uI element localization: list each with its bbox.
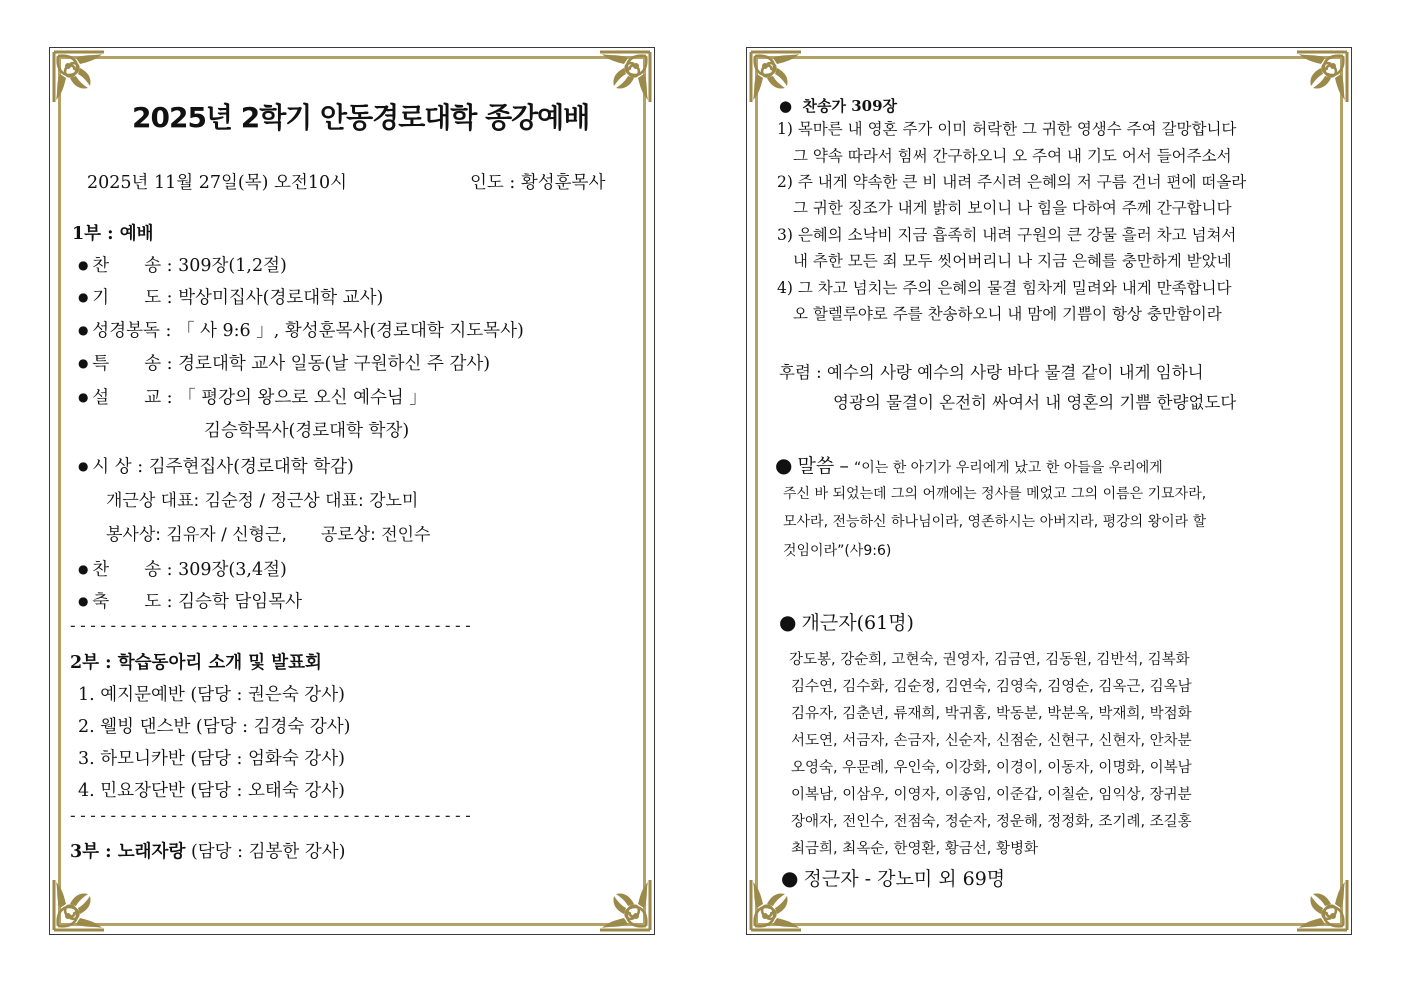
scripture-line: “이는 한 아기가 우리에게 났고 한 아들을 우리에게 <box>853 460 1163 476</box>
attendance-names: 강도봉, 강순희, 고현숙, 권영자, 김금연, 김동원, 김반석, 김복화 <box>789 652 1190 668</box>
club-item: 3. 하모니카반 (담당 : 엄화숙 강사) <box>78 749 345 769</box>
attendance-title: 개근자(61명) <box>801 612 914 634</box>
scripture-line: 모사라, 전능하신 하나님이라, 영존하시는 아버지라, 평강의 왕이라 할 <box>783 514 1207 530</box>
corner-ornament-icon <box>1293 876 1351 934</box>
program-item: ● 특 송 : 경로대학 교사 일동(날 구원하신 주 감사) <box>78 350 490 375</box>
hymn-line: 1) 목마른 내 영혼 주가 이미 허락한 그 귀한 영생수 주여 갈망합니다 <box>777 120 1237 138</box>
diligent-title: 정근자 - 강노미 외 69명 <box>803 868 1006 890</box>
corner-ornament-icon <box>596 876 654 934</box>
attendance-names: 서도연, 서금자, 손금자, 신순자, 신점순, 신현구, 신현자, 안차분 <box>791 733 1192 749</box>
bullet-icon: ● <box>781 866 799 890</box>
hymn-title: 찬송가 309장 <box>802 97 898 115</box>
right-page <box>746 47 1352 935</box>
hymn-line: 그 약속 따라서 힘써 간구하오니 오 주여 내 기도 어서 들어주소서 <box>793 147 1232 165</box>
scripture-line: 주신 바 되었는데 그의 어깨에는 정사를 메었고 그의 이름은 기묘자라, <box>783 486 1207 502</box>
part1-title: 1부 : 예배 <box>72 224 154 244</box>
hymn-line: 3) 은혜의 소낙비 지금 흡족히 내려 구원의 큰 강물 흘러 차고 넘쳐서 <box>777 226 1237 244</box>
part3-line <box>70 838 346 863</box>
word-dash: – <box>839 455 849 477</box>
sermon-preacher: 김승학목사(경로대학 학장) <box>204 421 410 441</box>
hymn-line: 2) 주 내게 약속한 큰 비 내려 주시려 은혜의 저 구름 건너 편에 떠올라 <box>777 173 1247 191</box>
program-item: ● 성경봉독 : 「 사 9:6 」, 황성훈목사(경로대학 지도목사) <box>78 317 524 342</box>
part3-note: (담당 : 김봉한 강사) <box>190 842 346 862</box>
corner-ornament-icon <box>596 48 654 106</box>
attendance-names: 김수연, 김수화, 김순정, 김연숙, 김영숙, 김영순, 김옥근, 김옥남 <box>791 679 1192 695</box>
attendance-title-line <box>779 608 914 635</box>
attendance-names: 장애자, 전인수, 전점숙, 정순자, 정운해, 정정화, 조기례, 조길홍 <box>791 814 1192 830</box>
corner-ornament-icon <box>1293 48 1351 106</box>
award-detail: 봉사상: 김유자 / 신형근, 공로상: 전인수 <box>106 525 431 545</box>
bullet-icon: ● <box>775 453 793 477</box>
part3-title: 3부 : 노래자랑 <box>70 842 186 862</box>
hymn-line: 내 추한 모든 죄 모두 씻어버리니 나 지금 은혜를 충만하게 받았네 <box>793 252 1232 270</box>
document-title: 2025년 2학기 안동경로대학 종강예배 <box>132 101 590 134</box>
hymn-line: 그 귀한 징조가 내게 밝히 보이니 나 힘을 다하여 주께 간구합니다 <box>793 199 1232 217</box>
club-item: 4. 민요장단반 (담당 : 오태숙 강사) <box>78 781 345 801</box>
hymn-line: 4) 그 차고 넘치는 주의 은혜의 물결 힘차게 밀려와 내게 만족합니다 <box>777 279 1232 297</box>
word-title-line <box>775 451 1163 478</box>
leader-line: 인도 : 황성훈목사 <box>470 173 606 193</box>
bullet-icon: ● <box>779 97 793 115</box>
refrain-line: 후렴 : 예수의 사랑 예수의 사랑 바다 물결 같이 내게 임하니 <box>779 363 1204 382</box>
divider: ---------------------------------------- <box>68 616 474 635</box>
hymn-title-line <box>779 95 897 116</box>
refrain-line: 영광의 물결이 온전히 싸여서 내 영혼의 기쁨 한량없도다 <box>833 393 1237 412</box>
bullet-icon: ● <box>779 610 797 634</box>
date-line: 2025년 11월 27일(목) 오전10시 <box>87 173 348 193</box>
divider: ---------------------------------------- <box>68 806 474 825</box>
left-page <box>49 47 655 935</box>
award-detail: 개근상 대표: 김순정 / 정근상 대표: 강노미 <box>106 491 419 511</box>
part2-title: 2부 : 학습동아리 소개 및 발표회 <box>70 653 322 673</box>
hymn-line: 오 할렐루야로 주를 찬송하오니 내 맘에 기쁨이 항상 충만함이라 <box>793 305 1222 323</box>
attendance-names: 최금희, 최옥순, 한영환, 황금선, 황병화 <box>791 841 1038 857</box>
program-item: ● 설 교 : 「 평강의 왕으로 오신 예수님 」 <box>78 384 427 409</box>
club-item: 2. 웰빙 댄스반 (담당 : 김경숙 강사) <box>78 717 351 737</box>
award-line: ● 시 상 : 김주현집사(경로대학 학감) <box>78 453 354 478</box>
diligent-title-line <box>781 864 1005 891</box>
scripture-line: 것임이라”(사9:6) <box>783 543 892 559</box>
program-item: ● 축 도 : 김승학 담임목사 <box>78 588 302 613</box>
program-item: ● 기 도 : 박상미집사(경로대학 교사) <box>78 284 383 309</box>
attendance-names: 김유자, 김춘년, 류재희, 박귀홈, 박동분, 박분옥, 박재희, 박점화 <box>791 706 1192 722</box>
program-item: ● 찬 송 : 309장(3,4절) <box>78 556 287 581</box>
attendance-names: 이복남, 이삼우, 이영자, 이종임, 이준갑, 이칠순, 임익상, 장귀분 <box>791 787 1192 803</box>
attendance-names: 오영숙, 우문례, 우인숙, 이강화, 이경이, 이동자, 이명화, 이복남 <box>791 760 1192 776</box>
word-title: 말씀 <box>797 455 835 477</box>
club-item: 1. 예지문예반 (담당 : 권은숙 강사) <box>78 685 345 705</box>
program-item: ● 찬 송 : 309장(1,2절) <box>78 252 287 277</box>
corner-ornament-icon <box>50 876 108 934</box>
corner-ornament-icon <box>50 48 108 106</box>
